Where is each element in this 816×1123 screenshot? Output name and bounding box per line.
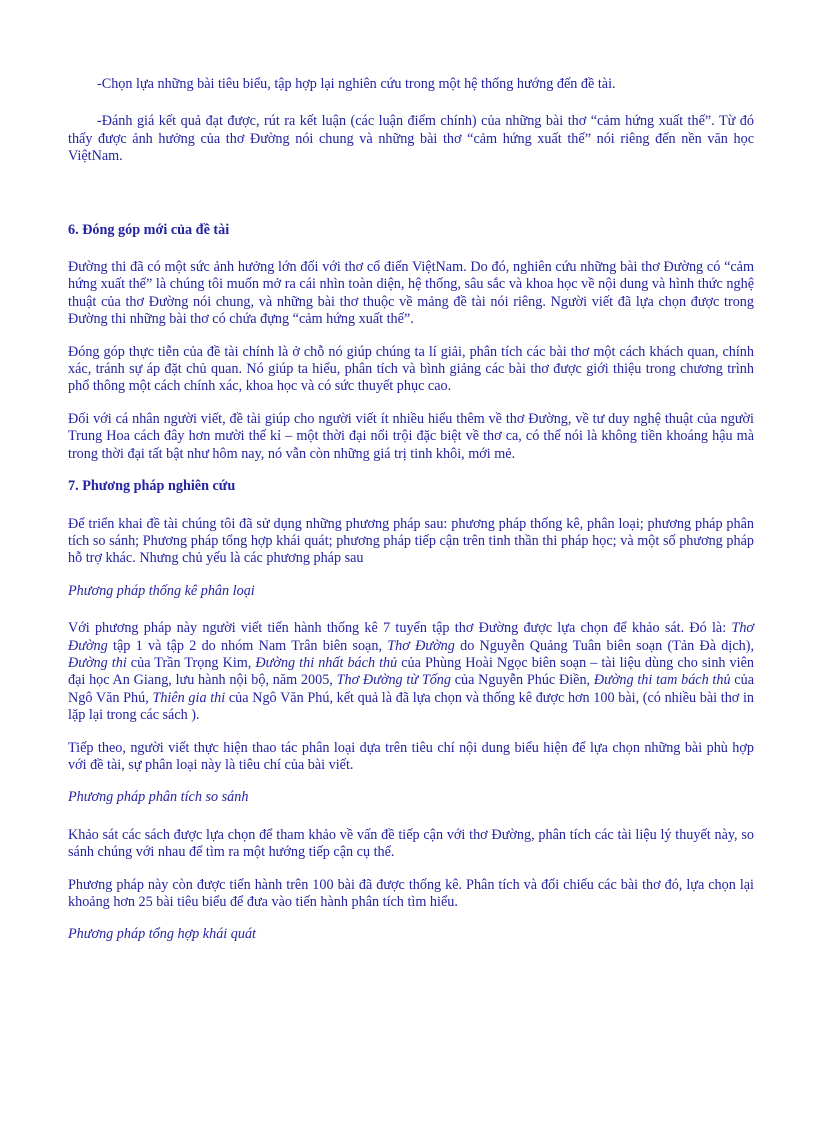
- paragraph-new-contribution: Đường thi đã có một sức ảnh hưởng lớn đối với thơ cổ điển ViệtNam. Do đó, nghiên cứu những bài thơ Đường có “cảm hứng xuất thế” là chúng tôi muốn mở ra cái nhìn toàn diện, hệ thống, sâu sắc và khoa học về nội dung và hình thức nghệ thuật của thơ Đường nói chung, và những bài thơ thuộc về mảng đề tài nói riêng. Người viết đã lựa chọn được trong Đường thi những bài thơ có chứa đựng “cảm hứng xuất thế”.: [68, 259, 754, 328]
- book-title: Thơ Đường từ Tống: [336, 672, 451, 689]
- text-run: của Ngô Văn Phú, kết quả là đã lựa chọn và thống kê được hơn 100 bài, (có nhiều bài thơ in lặp lại trong các sách ).: [68, 689, 754, 724]
- paragraph-statistics-method: [68, 620, 754, 724]
- paragraph-comparison-analysis: Phương pháp này còn được tiến hành trên 100 bài đã được thống kê. Phân tích và đối chiếu các bài thơ đó, lựa chọn lại khoảng hơn 25 bài tiêu biểu để đưa vào tiến hành phân tích tìm hiểu.: [68, 876, 754, 910]
- method-heading-comparison: Phương pháp phân tích so sánh: [68, 789, 249, 806]
- text-run: Với phương pháp này người viết tiến hành thống kê 7 tuyển tập thơ Đường được lựa chọn để khảo sát. Đó là:: [68, 620, 732, 637]
- paragraph-methods-intro: Để triển khai đề tài chúng tôi đã sử dụng những phương pháp sau: phương pháp thống kê, phân loại; phương pháp phân tích so sánh; Phương pháp tổng hợp khái quát; phương pháp tiếp cận trên tinh thần thi pháp học; và một số phương pháp hỗ trợ khác. Nhưng chủ yếu là các phương pháp sau: [68, 515, 754, 567]
- paragraph-classification: Tiếp theo, người viết thực hiện thao tác phân loại dựa trên tiêu chí nội dung biểu hiện để lựa chọn những bài phù hợp với đề tài, sự phân loại này là tiêu chí của bài viết.: [68, 739, 754, 773]
- paragraph-practical-contribution: Đóng góp thực tiễn của đề tài chính là ở chỗ nó giúp chúng ta lí giải, phân tích các bài thơ một cách khách quan, chính xác, tránh sự áp đặt chủ quan. Nó giúp ta hiểu, phân tích và bình giảng các bài thơ được giới thiệu trong chương trình phổ thông một cách chính xác, khoa học và có sức thuyết phục cao.: [68, 343, 754, 395]
- text-run: của Ngô Văn Phú,: [68, 672, 754, 706]
- heading-section-6: 6. Đóng góp mới của đề tài: [68, 221, 230, 238]
- paragraph-select-poems: -Chọn lựa những bài tiêu biểu, tập hợp lại nghiên cứu trong một hệ thống hướng đến đề tài.: [97, 76, 616, 92]
- method-heading-synthesis: Phương pháp tổng hợp khái quát: [68, 926, 256, 943]
- text-run: của Nguyễn Phúc Điền,: [451, 672, 594, 689]
- book-title: Thơ Đường: [387, 637, 455, 654]
- text-run: của Trần Trọng Kim,: [126, 654, 256, 671]
- text-run: tập 1 và tập 2 do nhóm Nam Trân biên soạn,: [107, 637, 388, 654]
- book-title: Đường thi nhất bách thủ: [255, 654, 398, 671]
- paragraph-personal-contribution: Đối với cá nhân người viết, đề tài giúp cho người viết ít nhiều hiểu thêm về thơ Đường, về tư duy nghệ thuật của người Trung Hoa cách đây hơn mười thế kỉ – một thời đại nổi trội đặc biệt về thơ ca, có thể nói là không tiền khoáng hậu mà trong thời đại tất bật như hôm nay, nó vẫn còn những giá trị tinh khôi, mới mẻ.: [68, 410, 754, 462]
- book-title: Đường thi tam bách thủ: [593, 672, 731, 689]
- text-run: của Phùng Hoài Ngọc biên soạn – tài liệu dùng cho sinh viên đại học An Giang, lưu hành nội bộ, năm 2005,: [68, 654, 754, 689]
- book-title: Đường thi: [68, 654, 127, 671]
- document-page: [68, 76, 754, 944]
- method-heading-statistics: Phương pháp thống kê phân loại: [68, 582, 255, 599]
- book-title: Thơ Đường: [68, 620, 754, 654]
- paragraph-evaluate-results: -Đánh giá kết quả đạt được, rút ra kết luận (các luận điểm chính) của những bài thơ “cảm hứng xuất thế”. Từ đó thấy được ảnh hưởng của thơ Đường nói chung và những bài thơ “cảm hứng xuất thế” nói riêng đến nền văn học ViệtNam.: [68, 113, 754, 165]
- book-title: Thiên gia thi: [152, 689, 226, 706]
- paragraph-comparison-survey: Khảo sát các sách được lựa chọn để tham khảo về vấn đề tiếp cận với thơ Đường, phân tích các tài liệu lý thuyết này, so sánh chúng với nhau để tìm ra một hướng tiếp cận cụ thể.: [68, 826, 754, 861]
- heading-section-7: 7. Phương pháp nghiên cứu: [68, 478, 236, 495]
- text-run: do Nguyễn Quảng Tuân biên soạn (Tản Đà dịch),: [454, 637, 755, 654]
